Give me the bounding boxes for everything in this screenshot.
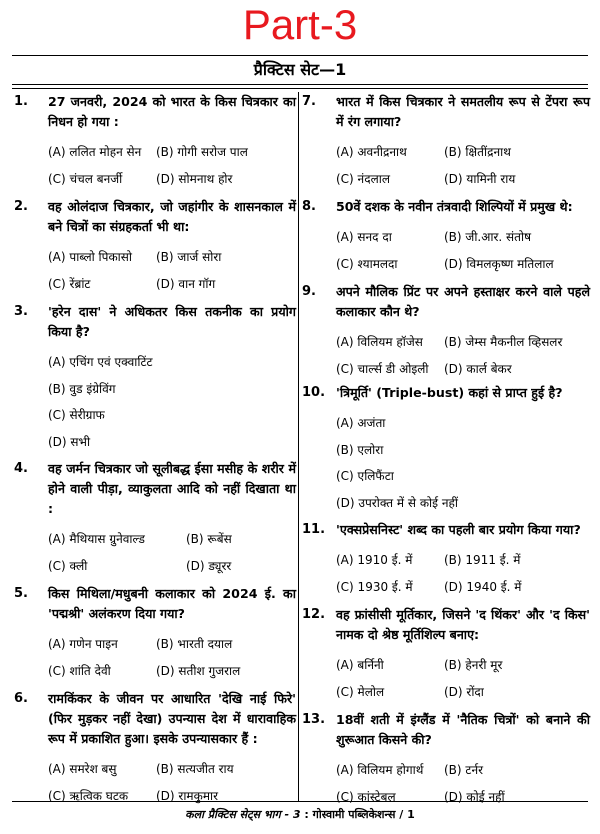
question-7 — [302, 92, 590, 193]
question-6 — [14, 689, 296, 810]
option-c: (C) चार्ल्स डी ओइली — [336, 362, 429, 376]
option-c: (C) नंदलाल — [336, 172, 390, 186]
option-c: (C) सेरीग्राफ — [48, 408, 105, 422]
option-c: (C) रेंब्रांट — [48, 277, 91, 291]
option-a: (A) अजंता — [336, 416, 386, 430]
question-text: भारत में किस चित्रकार ने समतलीय रूप से टेंपरा रूप में रंग लगाया? — [336, 94, 590, 129]
option-b: (B) क्षितींद्रनाथ — [444, 145, 511, 159]
option-a: (A) गणेन पाइन — [48, 637, 118, 651]
option-b: (B) सत्यजीत राय — [156, 762, 234, 776]
question-8 — [302, 197, 590, 278]
option-d: (D) उपरोक्त में से कोई नहीं — [336, 495, 459, 510]
option-b: (B) जार्ज सोरा — [156, 250, 222, 264]
option-a: (A) पाब्लो पिकासो — [48, 250, 133, 264]
option-d: (D) कोई नहीं — [444, 790, 505, 804]
option-a: (A) विलियम होगार्थ — [336, 763, 424, 777]
option-a: (A) सनद दा — [336, 230, 392, 244]
title-underline-2 — [12, 88, 588, 89]
question-text: वह जर्मन चित्रकार जो सूलीबद्ध ईसा मसीह के शरीर में होने वाली पीड़ा, व्याकुलता आदि को नहीं दिखाता था : — [48, 461, 296, 516]
option-b: (B) एलोरा — [336, 442, 384, 457]
option-a: (A) विलियम हॉजेस — [336, 335, 423, 349]
option-b: (B) टर्नर — [444, 763, 484, 777]
option-c: (C) शांति देवी — [48, 664, 111, 678]
question-9 — [302, 282, 590, 383]
option-d: (D) सोमनाथ होर — [156, 172, 233, 186]
footer-publisher: : गोस्वामी पब्लिकेशन्स / 1 — [304, 808, 415, 821]
title-underline-1 — [12, 84, 588, 85]
option-a: (A) अवनीद्रनाथ — [336, 145, 407, 159]
column-divider — [298, 92, 299, 801]
left-column — [14, 92, 296, 810]
option-c: (C) मेलोल — [336, 685, 385, 699]
question-number: 1. — [14, 94, 28, 109]
option-b: (B) जेम्स मैकनील व्हिसलर — [444, 335, 563, 349]
question-4 — [14, 459, 296, 580]
question-text: 27 जनवरी, 2024 को भारत के किस चित्रकार का निधन हो गया : — [48, 94, 296, 129]
question-13 — [302, 710, 590, 811]
footer-divider — [12, 801, 588, 802]
option-d: (D) 1940 ई. में — [444, 580, 522, 594]
option-a: (A) बर्निनी — [336, 658, 384, 672]
option-d: (D) वान गॉग — [156, 277, 216, 291]
question-11 — [302, 520, 590, 601]
option-c: (C) 1930 ई. में — [336, 580, 413, 594]
question-text: 'त्रिमूर्ति' (Triple-bust) कहां से प्राप्त हुई है? — [336, 385, 563, 400]
option-b: (B) 1911 ई. में — [444, 553, 521, 567]
question-text: 18वीं शती में इंग्लैंड में 'नैतिक चित्रों' को बनाने की शुरूआत किसने की? — [336, 712, 590, 747]
question-text: 50वें दशक के नवीन तंत्रवादी शिल्पियों में प्रमुख थे: — [336, 199, 573, 214]
option-d: (D) रोंदा — [444, 685, 484, 699]
question-number: 13. — [302, 712, 326, 727]
option-a: (A) मैथियास ग्रुनेवाल्ड — [48, 532, 145, 546]
footer-series: कला प्रैक्टिस सेट्स भाग - 3 — [185, 808, 301, 821]
question-number: 5. — [14, 586, 28, 601]
option-d: (D) रामकुमार — [156, 789, 219, 803]
question-text: किस मिथिला/मधुबनी कलाकार को 2024 ई. का 'पद्मश्री' अलंकरण दिया गया? — [48, 586, 296, 621]
question-number: 6. — [14, 691, 28, 706]
option-b: (B) रूबेंस — [186, 532, 232, 546]
question-number: 9. — [302, 284, 316, 299]
question-text: वह ओलंदाज चित्रकार, जो जहांगीर के शासनकाल में बने चित्रों का संग्रहकर्ता भी था: — [48, 199, 296, 234]
question-text: 'हरेन दास' ने अधिकतर किस तकनीक का प्रयोग किया है? — [48, 304, 296, 339]
option-a: (A) समरेश बसु — [48, 762, 117, 776]
option-d: (D) विमलकृष्ण मतिलाल — [444, 257, 554, 271]
option-a: (A) ललित मोहन सेन — [48, 145, 142, 159]
option-c: (C) चंचल बनर्जी — [48, 172, 123, 186]
part-title: Part-3 — [242, 1, 358, 48]
question-3 — [14, 302, 296, 455]
option-b: (B) गोगी सरोज पाल — [156, 145, 248, 159]
question-12 — [302, 605, 590, 706]
question-text: 'एक्सप्रेसनिस्ट' शब्द का पहली बार प्रयोग किया गया? — [336, 522, 581, 537]
top-divider — [12, 55, 588, 56]
option-d: (D) यामिनी राय — [444, 172, 516, 186]
question-10 — [302, 383, 590, 516]
question-number: 12. — [302, 607, 326, 622]
option-c: (C) ऋत्विक घटक — [48, 789, 129, 803]
question-number: 2. — [14, 199, 28, 214]
question-number: 3. — [14, 304, 28, 319]
question-number: 11. — [302, 522, 326, 537]
option-b: (B) हेनरी मूर — [444, 658, 503, 672]
option-d: (D) सभी — [48, 434, 91, 449]
set-title: प्रैक्टिस सेट—1 — [253, 60, 347, 79]
option-d: (D) सतीश गुजराल — [156, 664, 241, 678]
question-number: 10. — [302, 385, 326, 400]
option-a: (A) 1910 ई. में — [336, 553, 413, 567]
option-b: (B) भारती दयाल — [156, 637, 233, 651]
option-c: (C) एलिफैंटा — [336, 469, 394, 483]
question-text: अपने मौलिक प्रिंट पर अपने हस्ताक्षर करने वाले पहले कलाकार कौन थे? — [336, 284, 590, 319]
option-a: (A) एचिंग एवं एक्वाटिंट — [48, 355, 153, 369]
option-c: (C) कांस्टेबल — [336, 790, 396, 804]
question-5 — [14, 584, 296, 685]
option-b: (B) वुड इंग्रेविंग — [48, 381, 116, 396]
question-text: रामकिंकर के जीवन पर आधारित 'देखि नाई फिरे' (फिर मुड़कर नहीं देखा) उपन्यास देश में धारावाहिक रूप में प्रकाशित हुआ। इसके उपन्यासकार हैं : — [48, 691, 296, 746]
right-column — [302, 92, 590, 811]
option-b: (B) जी.आर. संतोष — [444, 230, 532, 244]
question-1 — [14, 92, 296, 193]
option-c: (C) श्यामलदा — [336, 257, 398, 271]
question-number: 4. — [14, 461, 28, 476]
page-footer — [0, 806, 600, 824]
question-text: वह फ्रांसीसी मूर्तिकार, जिसने 'द थिंकर' और 'द किस' नामक दो श्रेष्ठ मूर्तिशिल्प बनाए: — [336, 607, 590, 642]
option-d: (D) कार्ल बेकर — [444, 362, 512, 376]
option-d: (D) ड्यूरर — [186, 559, 232, 573]
option-c: (C) क्ली — [48, 559, 88, 573]
question-number: 7. — [302, 94, 316, 109]
question-2 — [14, 197, 296, 298]
question-number: 8. — [302, 199, 316, 214]
